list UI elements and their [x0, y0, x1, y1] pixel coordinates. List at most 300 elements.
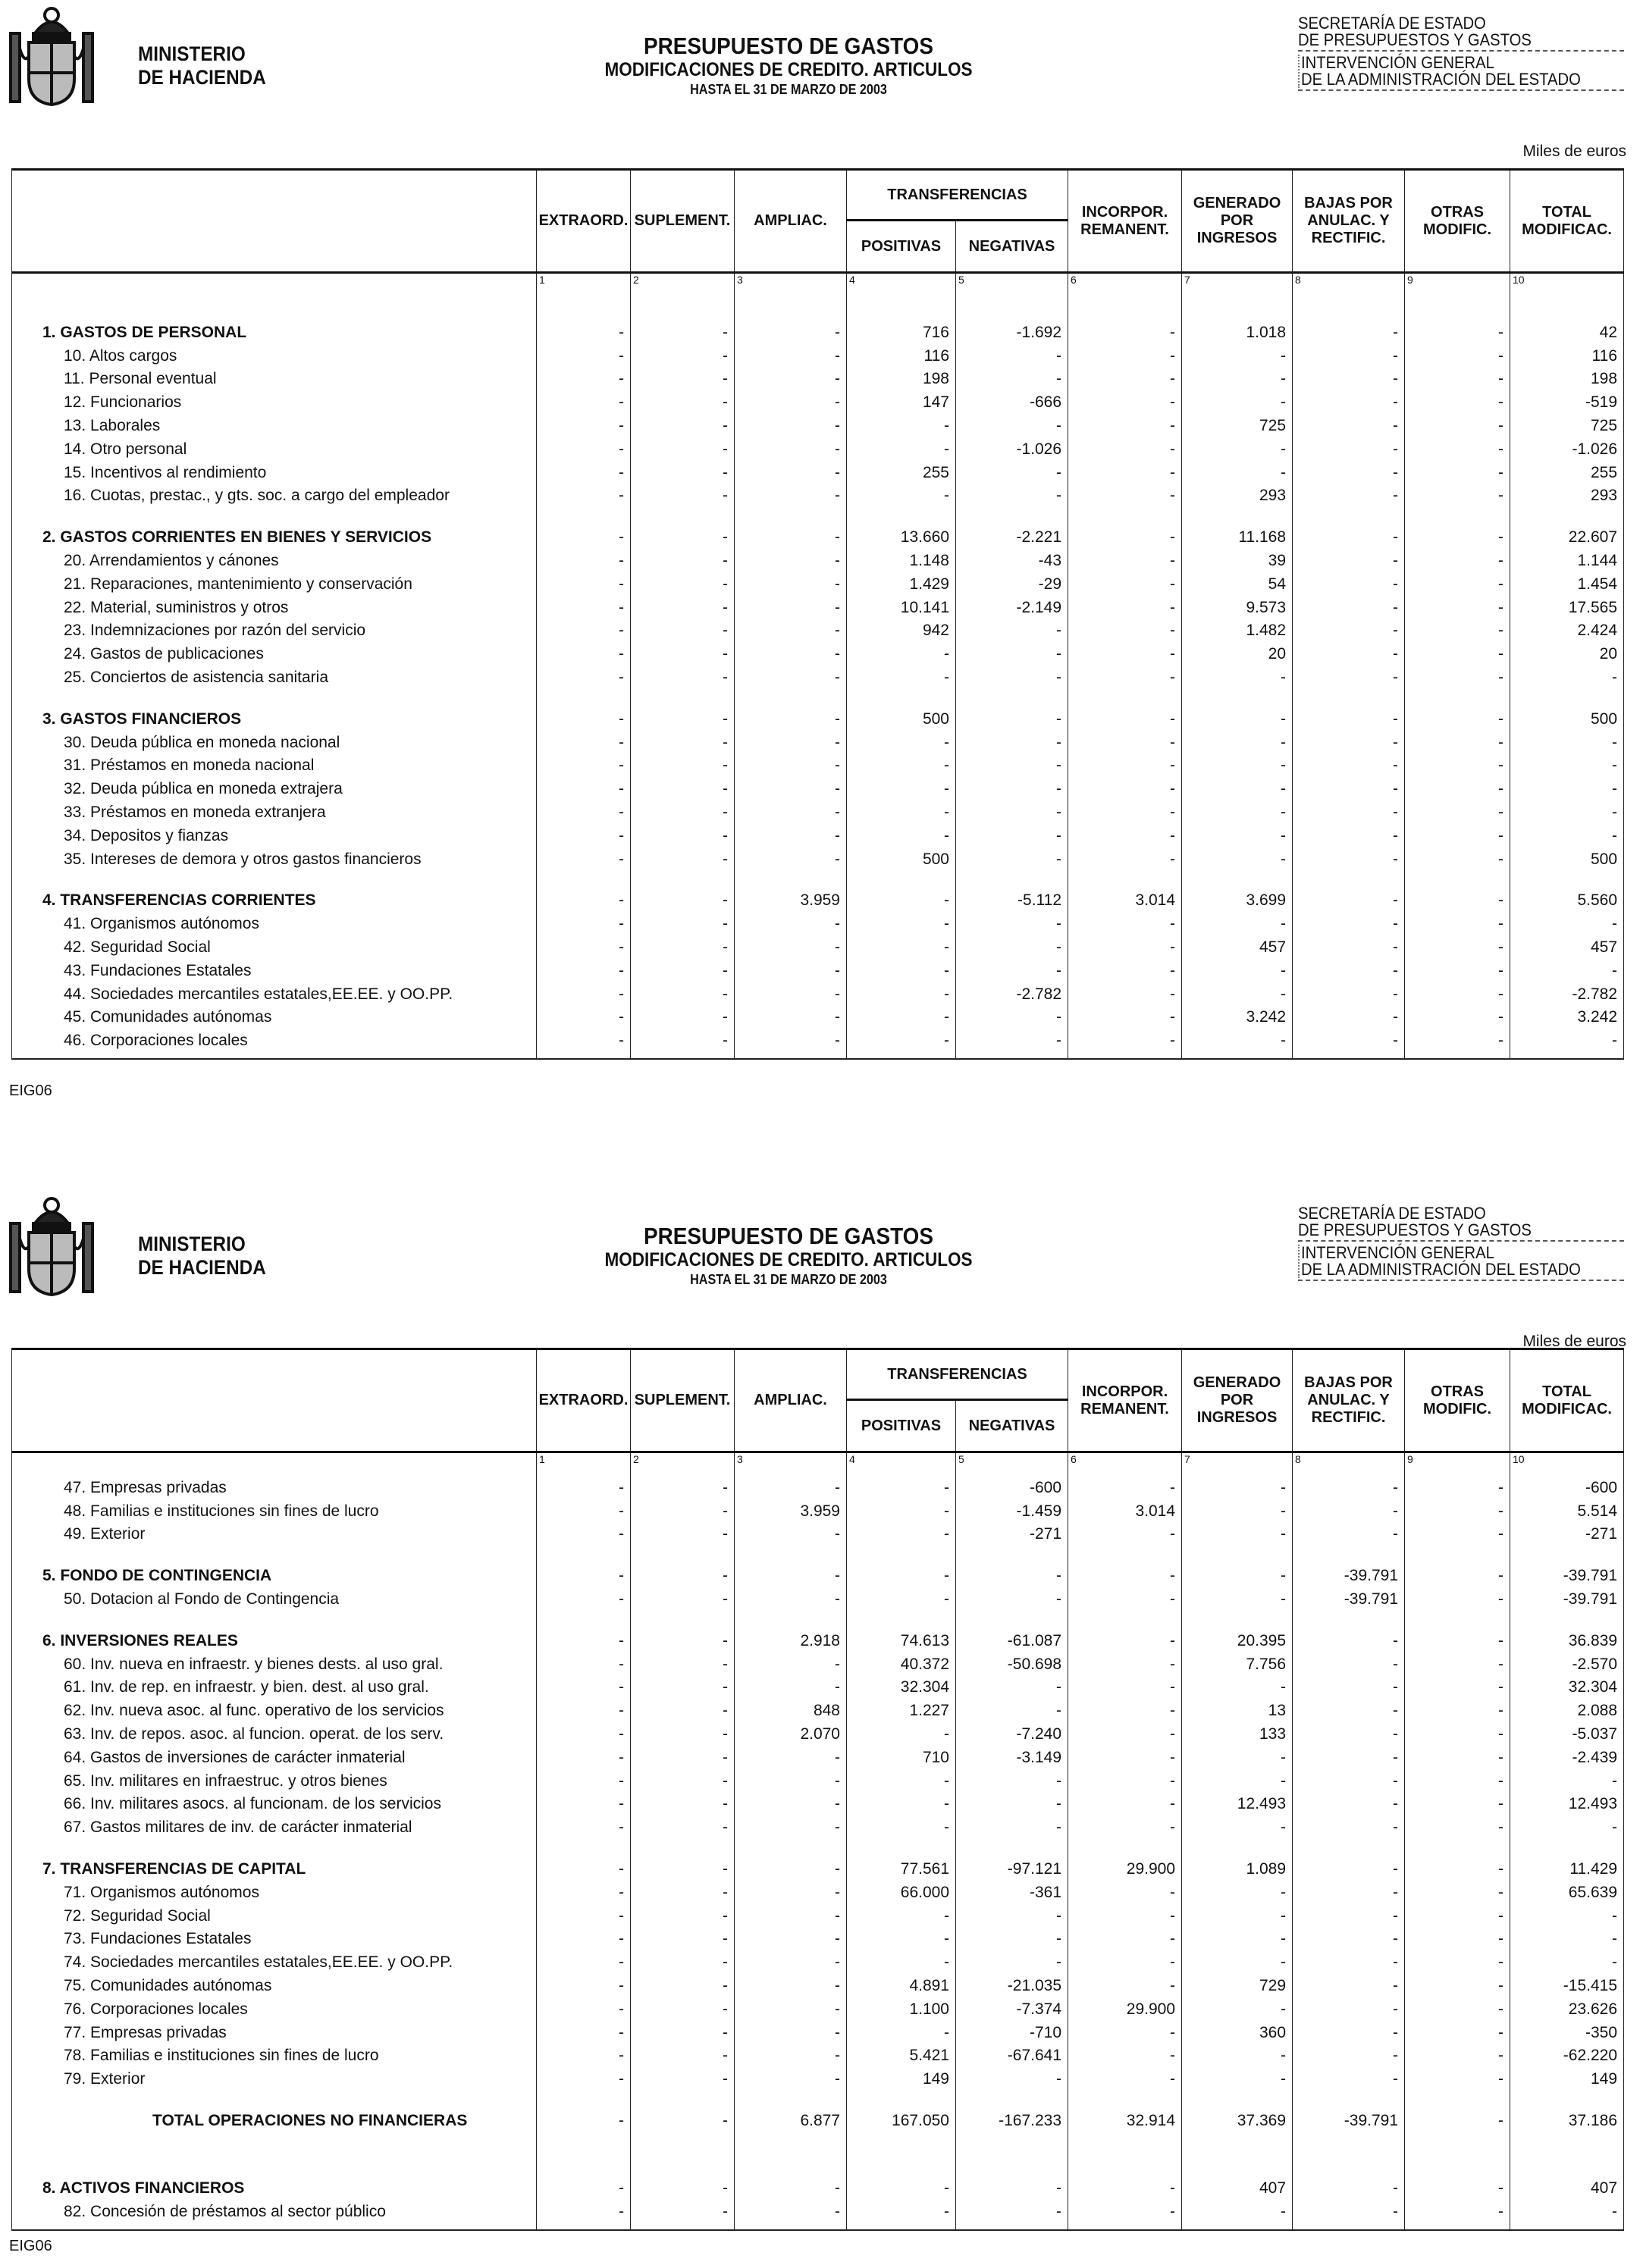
value-cell: - [1182, 436, 1293, 459]
value-cell: - [631, 1498, 735, 1521]
value-cell: - [1293, 1498, 1405, 1521]
value-cell: - [1293, 2043, 1405, 2066]
spacer-cell [735, 1051, 847, 1059]
spacer-cell [1510, 2089, 1624, 2107]
value-cell: - [537, 934, 631, 957]
spacer-cell [735, 289, 847, 319]
value-cell: - [1405, 934, 1510, 957]
spacer-cell [1293, 2131, 1405, 2175]
row-label-cell [12, 1744, 537, 1768]
value-cell: - [956, 412, 1068, 436]
spacer-cell [1068, 1051, 1182, 1059]
value-cell: - [631, 1879, 735, 1903]
column-number: 7 [1182, 1452, 1293, 1469]
value-cell: - [735, 1791, 847, 1815]
secretaria-line-1: SECRETARÍA DE ESTADO [1298, 14, 1486, 33]
value-cell: - [1510, 822, 1624, 846]
row-label: 44. Sociedades mercantiles estatales,EE.EE. y OO.PP. [64, 985, 453, 1003]
spacer-cell [735, 1468, 847, 1474]
spacer-row [12, 1051, 1624, 1059]
value-cell: - [847, 1498, 956, 1521]
value-cell: - [537, 1879, 631, 1903]
row-label-cell [12, 1474, 537, 1498]
value-cell: 198 [847, 366, 956, 390]
value-cell: -43 [956, 547, 1068, 571]
secretaria-line-1: SECRETARÍA DE ESTADO [1298, 1204, 1486, 1223]
spacer-cell [1182, 1837, 1293, 1856]
spacer-cell [537, 1837, 631, 1856]
table-row [12, 910, 1624, 934]
value-cell: - [1405, 1903, 1510, 1926]
value-cell: 500 [1510, 846, 1624, 869]
table-row [12, 2043, 1624, 2066]
divider [1298, 89, 1624, 91]
row-label-cell [12, 1521, 537, 1545]
value-cell: - [847, 2019, 956, 2043]
value-cell: - [537, 1949, 631, 1972]
spacer-cell [631, 869, 735, 888]
row-label: 48. Familias e instituciones sin fines de lucro [64, 1502, 379, 1520]
value-cell: -2.439 [1510, 1744, 1624, 1768]
value-cell: - [1405, 1926, 1510, 1950]
value-cell: - [847, 1586, 956, 1609]
value-cell: - [735, 2175, 847, 2198]
value-cell: - [631, 618, 735, 641]
value-cell: -600 [1510, 1474, 1624, 1498]
value-cell: - [1068, 1721, 1182, 1744]
value-cell: - [735, 1521, 847, 1545]
value-cell: - [1293, 775, 1405, 799]
value-cell: - [631, 1674, 735, 1698]
spacer-cell [537, 2131, 631, 2175]
row-label: 32. Deuda pública en moneda extrajera [64, 780, 343, 798]
spacer-cell [1405, 1609, 1510, 1627]
report-date: HASTA EL 31 DE MARZO DE 2003 [690, 1272, 887, 1287]
report-titles [561, 33, 1016, 99]
value-cell: - [735, 981, 847, 1004]
value-cell: 149 [847, 2066, 956, 2089]
spacer-cell [847, 2131, 956, 2175]
value-cell: - [847, 1521, 956, 1545]
value-cell: - [537, 1586, 631, 1609]
spacer-cell [12, 1468, 537, 1474]
row-label: 31. Préstamos en moneda nacional [64, 757, 315, 775]
spacer-cell [1293, 1609, 1405, 1627]
value-cell: 5.514 [1510, 1498, 1624, 1521]
value-cell: - [1293, 2066, 1405, 2089]
value-cell: - [1293, 1949, 1405, 1972]
header-ampliac: AMPLIAC. [735, 1349, 847, 1452]
value-cell: - [847, 641, 956, 664]
value-cell: - [1068, 1926, 1182, 1950]
spacer-cell [12, 2089, 537, 2107]
spacer-cell [735, 1609, 847, 1627]
value-cell: - [537, 799, 631, 822]
spacer-cell [735, 869, 847, 888]
value-cell: 1.227 [847, 1697, 956, 1721]
value-cell: - [1293, 1768, 1405, 1791]
value-cell: -2.221 [956, 524, 1068, 547]
value-cell: - [1293, 2175, 1405, 2198]
row-label-cell [12, 483, 537, 506]
value-cell: - [1405, 2019, 1510, 2043]
value-cell: - [1293, 1996, 1405, 2019]
value-cell: - [1068, 934, 1182, 957]
value-cell: - [1293, 594, 1405, 618]
divider [1298, 1280, 1624, 1281]
value-cell: - [1182, 1949, 1293, 1972]
header-row [12, 170, 1624, 221]
value-cell: - [847, 910, 956, 934]
value-cell: - [537, 1651, 631, 1674]
value-cell: - [956, 1791, 1068, 1815]
header-generado: GENERADO POR INGRESOS [1182, 1349, 1293, 1452]
value-cell: -39.791 [1293, 1562, 1405, 1586]
value-cell: - [1293, 1814, 1405, 1837]
value-cell: - [847, 2198, 956, 2222]
row-label: 35. Intereses de demora y otros gastos financieros [64, 850, 422, 868]
value-cell: - [1293, 1972, 1405, 1996]
value-cell: - [1405, 706, 1510, 729]
value-cell: - [1405, 2175, 1510, 2198]
row-label: 78. Familias e instituciones sin fines de lucro [64, 2047, 379, 2065]
column-number: 4 [847, 1452, 956, 1469]
value-cell: - [537, 412, 631, 436]
row-label: 12. Funcionarios [64, 393, 182, 412]
table-row [12, 571, 1624, 594]
value-cell: 149 [1510, 2066, 1624, 2089]
value-cell: - [735, 1562, 847, 1586]
column-number: 5 [956, 1452, 1068, 1469]
value-cell: - [735, 1027, 847, 1051]
value-cell: - [735, 2043, 847, 2066]
spacer-cell [1293, 688, 1405, 706]
value-cell: - [1068, 2066, 1182, 2089]
value-cell: 20.395 [1182, 1627, 1293, 1651]
value-cell: - [1293, 1674, 1405, 1698]
row-label-cell [12, 2198, 537, 2222]
spacer-cell [956, 289, 1068, 319]
value-cell: - [735, 571, 847, 594]
value-cell: 32.914 [1068, 2107, 1182, 2131]
value-cell: 198 [1510, 366, 1624, 390]
row-label: TOTAL OPERACIONES NO FINANCIERAS [152, 2111, 468, 2129]
value-cell: - [956, 618, 1068, 641]
value-cell: - [1510, 664, 1624, 688]
row-label: 71. Organismos autónomos [64, 1883, 259, 1901]
value-cell: 1.089 [1182, 1856, 1293, 1879]
value-cell: - [735, 343, 847, 366]
value-cell: - [1405, 981, 1510, 1004]
row-label-cell [12, 706, 537, 729]
value-cell: - [1293, 389, 1405, 412]
secretaria-line-2: DE PRESUPUESTOS Y GASTOS [1298, 30, 1532, 49]
value-cell: - [1068, 2019, 1182, 2043]
value-cell: - [1182, 1562, 1293, 1586]
table-row [12, 2019, 1624, 2043]
value-cell: - [1068, 319, 1182, 343]
spacer-cell [956, 1837, 1068, 1856]
spacer-cell [847, 506, 956, 524]
value-cell: 360 [1182, 2019, 1293, 2043]
spacer-cell [1068, 1544, 1182, 1562]
header-bajas: BAJAS POR ANULAC. Y RECTIFIC. [1293, 170, 1405, 273]
spacer-cell [537, 506, 631, 524]
value-cell: 6.877 [735, 2107, 847, 2131]
table-row [12, 1498, 1624, 1521]
value-cell: 42 [1510, 319, 1624, 343]
header-concept [12, 170, 537, 273]
table-row [12, 1949, 1624, 1972]
row-label: 43. Fundaciones Estatales [64, 961, 252, 979]
value-cell: 37.369 [1182, 2107, 1293, 2131]
value-cell: - [1405, 618, 1510, 641]
value-cell: - [1293, 2198, 1405, 2222]
table-row [12, 1674, 1624, 1698]
value-cell: - [735, 1651, 847, 1674]
value-cell: - [1405, 888, 1510, 911]
spacer-cell [1510, 2222, 1624, 2230]
value-cell: - [1182, 389, 1293, 412]
value-cell: - [956, 1768, 1068, 1791]
row-label-cell [12, 2019, 537, 2043]
column-number-row [12, 273, 1624, 290]
value-cell: - [1068, 1627, 1182, 1651]
value-cell: - [1182, 1474, 1293, 1498]
value-cell: - [537, 1856, 631, 1879]
value-cell: - [735, 1744, 847, 1768]
value-cell: - [537, 1926, 631, 1950]
row-label-cell [12, 2066, 537, 2089]
value-cell: -361 [956, 1879, 1068, 1903]
value-cell: - [1510, 1027, 1624, 1051]
spacer-cell [537, 289, 631, 319]
value-cell: - [631, 2019, 735, 2043]
table-row [12, 753, 1624, 776]
value-cell: -710 [956, 2019, 1068, 2043]
row-label-cell [12, 1814, 537, 1837]
row-label-cell [12, 1926, 537, 1950]
value-cell: -2.149 [956, 594, 1068, 618]
value-cell: - [847, 1721, 956, 1744]
value-cell: - [537, 2175, 631, 2198]
header-bajas: BAJAS POR ANULAC. Y RECTIFIC. [1293, 1349, 1405, 1452]
row-label: 34. Depositos y fianzas [64, 826, 229, 844]
spacer-cell [735, 506, 847, 524]
value-cell: - [537, 1996, 631, 2019]
header-positivas: POSITIVAS [847, 1400, 956, 1452]
value-cell: 500 [1510, 706, 1624, 729]
value-cell: - [1405, 524, 1510, 547]
value-cell: - [735, 1004, 847, 1028]
value-cell: - [1405, 319, 1510, 343]
row-label-cell [12, 366, 537, 390]
value-cell: - [1293, 1697, 1405, 1721]
value-cell: - [735, 2198, 847, 2222]
value-cell: - [537, 1498, 631, 1521]
value-cell: - [1293, 618, 1405, 641]
row-label: 21. Reparaciones, mantenimiento y conservación [64, 575, 412, 593]
value-cell: - [1405, 343, 1510, 366]
spacer-cell [847, 289, 956, 319]
value-cell: - [1068, 571, 1182, 594]
spacer-cell [631, 1837, 735, 1856]
row-label-cell [12, 1697, 537, 1721]
column-number: 9 [1405, 273, 1510, 290]
value-cell: - [1405, 1697, 1510, 1721]
value-cell: - [537, 1814, 631, 1837]
value-cell: - [1405, 366, 1510, 390]
row-label: 6. INVERSIONES REALES [42, 1631, 238, 1649]
spacer-cell [956, 2222, 1068, 2230]
row-label: 64. Gastos de inversiones de carácter inmaterial [64, 1748, 406, 1766]
row-label-cell [12, 729, 537, 753]
value-cell: - [847, 2175, 956, 2198]
value-cell: 725 [1510, 412, 1624, 436]
value-cell: -29 [956, 571, 1068, 594]
value-cell: -2.782 [956, 981, 1068, 1004]
spacer-row [12, 688, 1624, 706]
value-cell: - [956, 910, 1068, 934]
row-label: 22. Material, suministros y otros [64, 598, 289, 616]
row-label: 10. Altos cargos [64, 346, 177, 365]
value-cell: - [956, 846, 1068, 869]
row-label-cell [12, 910, 537, 934]
value-cell: - [631, 753, 735, 776]
value-cell: - [1293, 483, 1405, 506]
divider [1298, 50, 1624, 52]
value-cell: - [956, 366, 1068, 390]
value-cell: - [1182, 1498, 1293, 1521]
value-cell: 36.839 [1510, 1627, 1624, 1651]
value-cell: - [537, 547, 631, 571]
value-cell: - [537, 524, 631, 547]
spacer-cell [537, 2089, 631, 2107]
row-label-cell [12, 1972, 537, 1996]
value-cell: - [1068, 483, 1182, 506]
value-cell: 54 [1182, 571, 1293, 594]
table-row [12, 981, 1624, 1004]
table-row [12, 1972, 1624, 1996]
value-cell: - [847, 753, 956, 776]
value-cell: - [1068, 664, 1182, 688]
spacer-cell [1405, 1544, 1510, 1562]
spacer-cell [956, 1609, 1068, 1627]
table-row [12, 594, 1624, 618]
spacer-cell [1068, 688, 1182, 706]
value-cell: - [735, 729, 847, 753]
spacer-cell [1293, 869, 1405, 888]
value-cell: - [1293, 412, 1405, 436]
spacer-cell [1182, 289, 1293, 319]
spacer-cell [956, 869, 1068, 888]
value-cell: - [631, 706, 735, 729]
column-number: 2 [631, 1452, 735, 1469]
row-label-cell [12, 319, 537, 343]
value-cell: - [1182, 753, 1293, 776]
value-cell: - [735, 664, 847, 688]
value-cell: - [537, 1697, 631, 1721]
value-cell: - [631, 1521, 735, 1545]
spacer-cell [735, 2131, 847, 2175]
header-suplement: SUPLEMENT. [631, 1349, 735, 1452]
header-row [12, 1349, 1624, 1400]
row-label-cell [12, 547, 537, 571]
section-row [12, 319, 1624, 343]
value-cell: - [956, 2198, 1068, 2222]
row-label-cell [12, 981, 537, 1004]
row-label-cell [12, 436, 537, 459]
value-cell: - [735, 753, 847, 776]
row-label-cell [12, 459, 537, 483]
value-cell: - [631, 729, 735, 753]
value-cell: - [735, 1926, 847, 1950]
spacer-cell [735, 688, 847, 706]
row-label: 62. Inv. nueva asoc. al func. operativo de los servicios [64, 1702, 444, 1720]
spacer-cell [1293, 289, 1405, 319]
intervencion-line-1: INTERVENCIÓN GENERAL [1301, 1243, 1494, 1262]
value-cell: - [537, 775, 631, 799]
value-cell: - [537, 664, 631, 688]
issuing-office [1298, 15, 1624, 94]
value-cell: 40.372 [847, 1651, 956, 1674]
spacer-cell [1510, 289, 1624, 319]
spacer-cell [1405, 2089, 1510, 2107]
value-cell: -21.035 [956, 1972, 1068, 1996]
spacer-cell [847, 869, 956, 888]
value-cell: - [1068, 641, 1182, 664]
value-cell: - [537, 1674, 631, 1698]
value-cell: - [956, 799, 1068, 822]
column-number: 9 [1405, 1452, 1510, 1469]
value-cell: - [735, 2066, 847, 2089]
column-number: 3 [735, 1452, 847, 1469]
spacer-row [12, 289, 1624, 319]
header-transferencias: TRANSFERENCIAS [847, 1349, 1068, 1400]
value-cell: - [1182, 1814, 1293, 1837]
table-row [12, 729, 1624, 753]
value-cell: - [1293, 459, 1405, 483]
value-cell: -1.692 [956, 319, 1068, 343]
value-cell: 29.900 [1068, 1856, 1182, 1879]
value-cell: - [1068, 594, 1182, 618]
header-positivas: POSITIVAS [847, 221, 956, 273]
value-cell: - [537, 957, 631, 981]
value-cell: - [1405, 1856, 1510, 1879]
value-cell: - [1068, 1768, 1182, 1791]
report-subtitle: MODIFICACIONES DE CREDITO. ARTICULOS [604, 59, 973, 80]
value-cell: -666 [956, 389, 1068, 412]
value-cell: - [631, 910, 735, 934]
value-cell: - [1510, 910, 1624, 934]
spacer-cell [631, 1544, 735, 1562]
value-cell: - [537, 753, 631, 776]
value-cell: - [735, 706, 847, 729]
value-cell: 1.454 [1510, 571, 1624, 594]
spacer-row [12, 1609, 1624, 1627]
value-cell: - [1293, 1856, 1405, 1879]
spacer-cell [631, 2089, 735, 2107]
value-cell: - [735, 1949, 847, 1972]
value-cell: - [631, 957, 735, 981]
table-row [12, 1027, 1624, 1051]
value-cell: - [1405, 1721, 1510, 1744]
value-cell: - [631, 524, 735, 547]
value-cell: - [1293, 1627, 1405, 1651]
row-label-cell [12, 664, 537, 688]
header-transferencias: TRANSFERENCIAS [847, 170, 1068, 221]
column-number: 10 [1510, 1452, 1624, 1469]
